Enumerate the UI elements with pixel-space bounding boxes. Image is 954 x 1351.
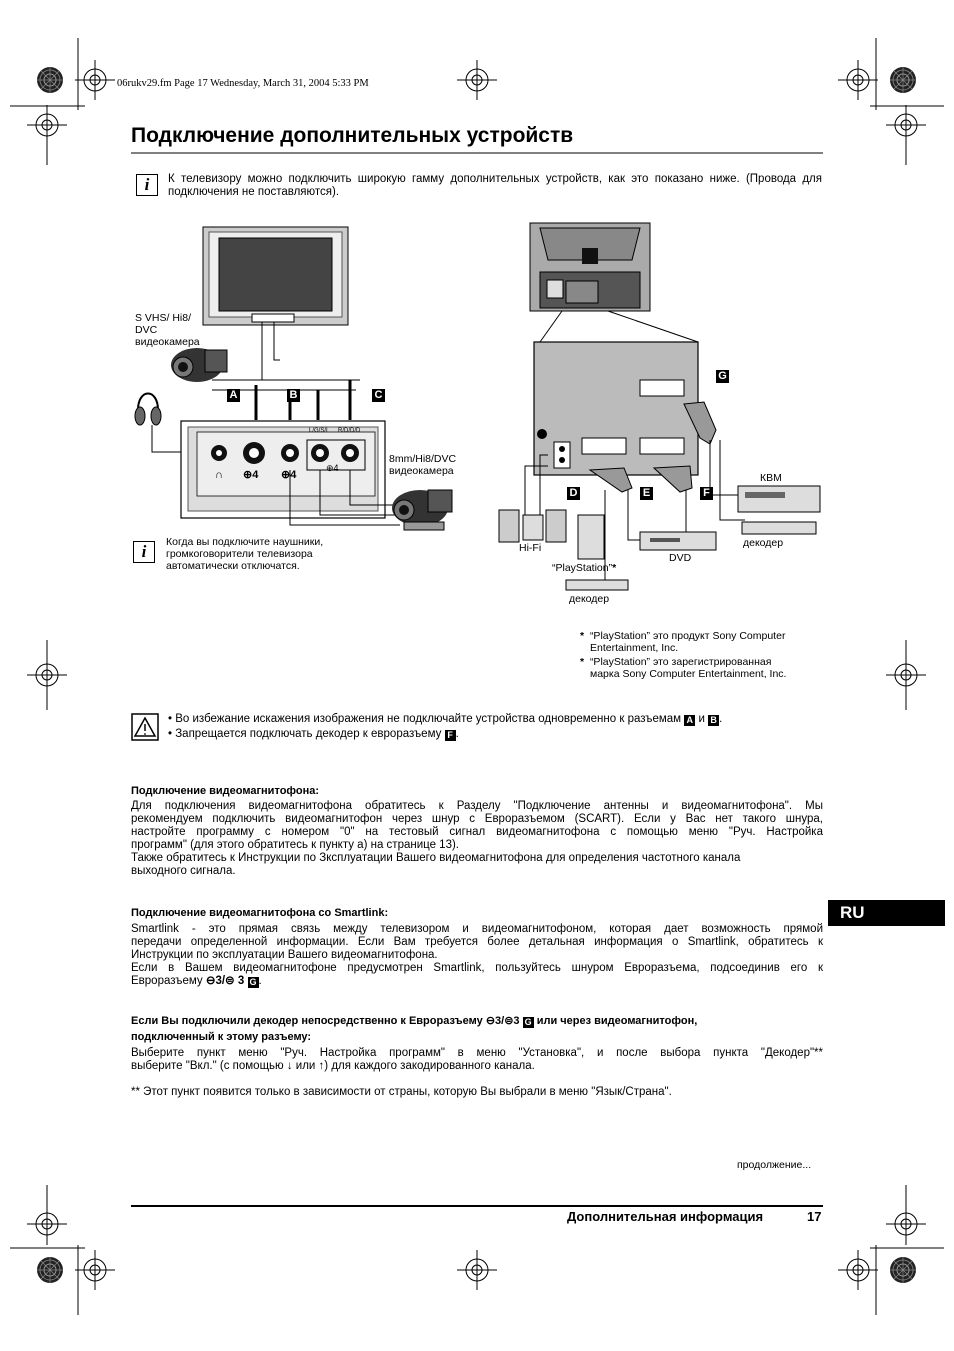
footnote-2: * “PlayStation” это зарегистрированная марка Sony Computer Entertainment, Inc. xyxy=(580,656,787,680)
warning-2: • Запрещается подключать декодер к еврoразъему F . xyxy=(168,728,459,740)
decoder-label-1: декодер xyxy=(743,537,784,549)
cam2-label: 8mm/Hi8/DVC видеокамера xyxy=(389,453,457,477)
page-title: Подключение дополнительных устройств xyxy=(131,124,574,147)
connector-letter-a: A xyxy=(227,389,240,402)
intro-text: К телевизору можно подключить широкую гамму дополнительных устройств, как это показано ниже. (Провода для подключения не поставляются). xyxy=(168,173,822,198)
vcr-body: Для подключения видеомагнитофона обратитесь к Разделу "Подключение антенны и видеомагнитофона". Мы рекомендуем подключить видеомагнитофон через шнур с Евроразъемом (SCART). Если у Вас нет такого шнура, настройте программу с номером "0" на тестовый сигнал видеомагнитофона с помощью меню "Руч. Настройка программ" (для этого обратитесь к пункту а) на странице 13). Также обратитесь к Инструкции по Зксплуатации Вашего видеомагнитофона для определения частотного канала выходного сигнала. xyxy=(131,800,823,877)
camcorder-bottom xyxy=(392,490,452,530)
scart-icon: ⊖3/⊜ xyxy=(205,975,235,987)
smartlink-body: Smartlink - это прямая связь между телевизором и видеомагнитофоном, которая дает возможность прямой передачи определенной информации. Если Вам требуется более детальная информация о Smartlink, обратитесь к Инструкции по эксплуатации Вашего видеомагнитофона. Если в Вашем видеомагнитофоне предусмотрен Smartlink, пользуйтесь шнуром Евроразъема, подсоединив его к Еврoразъему ⊖3/⊜ 3 G . xyxy=(131,923,823,987)
connector-letter-e: E xyxy=(640,487,653,500)
warning-1: • Во избежание искажения изображения не подключайте устройства одновременно к разъемам A и B . xyxy=(168,713,723,725)
footer-section: Дополнительная информация xyxy=(567,1209,764,1224)
kbm-label: КВМ xyxy=(760,472,782,484)
connector-letter-c: C xyxy=(372,389,385,402)
page-number: 17 xyxy=(807,1209,822,1224)
info-icon-2: i xyxy=(133,541,155,563)
decoder-label-2: декодер xyxy=(569,593,610,605)
decoder-body: Выберите пункт меню "Руч. Настройка программ" в меню "Установка", и после выбора пункта "Декодер"** выберите "Вкл." (с помощью ↓ или ↑) для каждого закодированного канала. xyxy=(131,1047,823,1072)
dvd-label: DVD xyxy=(669,552,692,564)
connector-letter-d: D xyxy=(567,487,580,500)
footnote-1: * “PlayStation” это продукт Sony Computer Entertainment, Inc. xyxy=(580,630,786,654)
header-meta: 06rukv29.fm Page 17 Wednesday, March 31, 2004 5:33 PM xyxy=(117,78,369,89)
svg-text:⊕4: ⊕4 xyxy=(326,463,339,473)
playstation-label: “PlayStation”* xyxy=(552,562,617,574)
decoder-footnote: ** Этот пункт появится только в зависимости от страны, которую Вы выбрали в меню "Язык/Страна". xyxy=(131,1086,672,1098)
decoder-heading-line2: подключенный к этому разъему: xyxy=(131,1031,312,1043)
svg-text:∩: ∩ xyxy=(215,469,223,481)
svg-text:⊕4: ⊕4 xyxy=(243,469,259,481)
jack-label-r: R/D/D/D xyxy=(338,428,361,434)
svg-text:⊕4: ⊕4 xyxy=(281,469,297,481)
vcr-heading: Подключение видеомагнитофона: xyxy=(131,785,320,797)
continued-label: продолжение... xyxy=(737,1159,812,1171)
svhs-label: S VHS/ Hi8/ DVC видеокамера xyxy=(135,312,200,348)
smartlink-heading: Подключение видеомагнитофона со Smartlink: xyxy=(131,907,389,919)
decoder-heading: Если Вы подключили декодер непосредственно к Евроразъему ⊖3/⊜3 G или через видеомагнитофон, xyxy=(131,1015,698,1027)
connector-letter-b: B xyxy=(287,389,300,402)
jack-label-l: L/G/S/I xyxy=(309,428,328,434)
scart-icon-2: ⊖3/⊜3 xyxy=(485,1015,520,1027)
camcorder-top xyxy=(171,348,227,382)
connector-letter-g: G xyxy=(716,370,729,383)
hifi-label: Hi-Fi xyxy=(519,542,542,554)
language-tab: RU xyxy=(828,900,945,926)
info-icon: i xyxy=(136,174,158,196)
connector-letter-f: F xyxy=(700,487,713,500)
headphones-note: Когда вы подключите наушники, громкоговорители телевизора автоматически отключатся. xyxy=(166,536,324,572)
